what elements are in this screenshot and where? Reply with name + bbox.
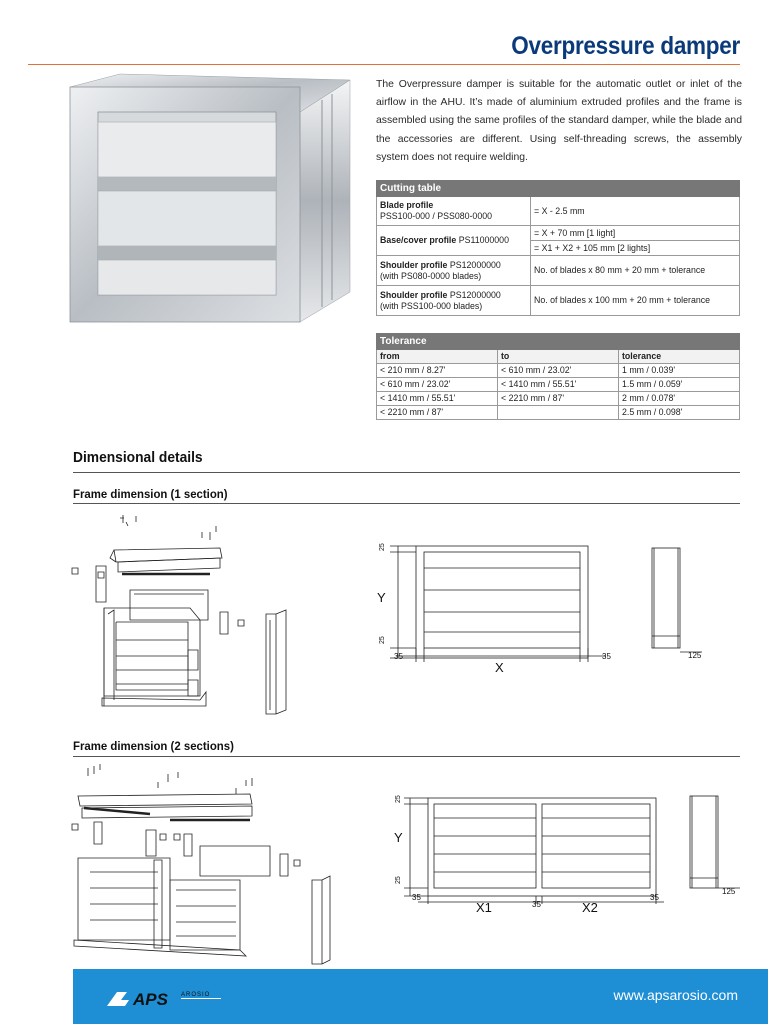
frame1-heading: Frame dimension (1 section)	[73, 487, 228, 501]
exploded-view-2-sections	[70, 760, 340, 965]
dim-left-label: 35	[394, 652, 403, 661]
dim-y-label: Y	[377, 590, 386, 605]
table-row	[377, 197, 740, 226]
table-row	[377, 406, 740, 420]
row-name: Blade profile	[380, 200, 434, 210]
damper-product-image	[60, 72, 360, 327]
table-cell: < 1410 mm / 55.51'	[377, 392, 498, 406]
cutting-table	[376, 180, 740, 316]
exploded-view-1-section	[70, 510, 310, 720]
frame2-heading: Frame dimension (2 sections)	[73, 739, 234, 753]
dim-right-label: 35	[650, 893, 659, 902]
side-view-1-section	[640, 540, 720, 665]
dim-y-label: Y	[394, 830, 403, 845]
page-title: Overpressure damper	[511, 32, 740, 60]
table-cell: < 610 mm / 23.02'	[377, 378, 498, 392]
dim-left-label: 35	[412, 893, 421, 902]
aps-arosio-logo	[103, 986, 233, 1010]
table-cell	[498, 406, 619, 420]
table-cell: 1.5 mm / 0.059'	[619, 378, 740, 392]
row-code: PS11000000	[458, 235, 509, 245]
dim-right-label: 35	[602, 652, 611, 661]
row-code: PSS100-000 / PSS080-0000	[380, 211, 492, 221]
tolerance-table-header: Tolerance	[377, 334, 740, 350]
column-header: from	[377, 350, 498, 364]
row-value: = X1 + X2 + 105 mm [2 lights]	[531, 241, 740, 256]
row-value: = X - 2.5 mm	[531, 197, 740, 226]
dim-bottom-label: 25	[379, 636, 386, 644]
row-name: Shoulder profile	[380, 259, 448, 270]
column-header: tolerance	[619, 350, 740, 364]
table-cell: < 210 mm / 8.27'	[377, 364, 498, 378]
table-row	[377, 256, 740, 286]
row-name: Shoulder profile	[380, 289, 448, 300]
dim-x-label: X	[495, 660, 504, 675]
table-row	[377, 226, 740, 241]
title-divider	[28, 64, 740, 65]
table-cell: < 610 mm / 23.02'	[498, 364, 619, 378]
row-note: (with PS080-0000 blades)	[380, 270, 482, 281]
row-code: PS12000000	[449, 259, 501, 270]
subsection-divider	[73, 756, 740, 757]
table-row	[377, 364, 740, 378]
section-divider	[73, 472, 740, 473]
table-row	[377, 286, 740, 316]
dim-x1-label: X1	[476, 900, 492, 915]
table-cell: < 2210 mm / 87'	[498, 392, 619, 406]
row-value: No. of blades x 100 mm + 20 mm + tolerance	[531, 286, 740, 316]
dim-bottom-label: 25	[395, 876, 402, 884]
dim-depth-label: 125	[688, 651, 702, 660]
dim-x2-label: X2	[582, 900, 598, 915]
intro-paragraph: The Overpressure damper is suitable for the automatic outlet or inlet of the airflow in the AHU. It’s made of aluminium extruded profiles and the frame is assembled using the same profiles of the standard damper, while the blade and the accessories are different. Using self-threading screws, the assembly system does not require welding.	[376, 79, 742, 163]
logo-brand-sub: AROSIO	[181, 992, 211, 998]
row-value: = X + 70 mm [1 light]	[531, 226, 740, 241]
table-cell: 1 mm / 0.039'	[619, 364, 740, 378]
row-value: No. of blades x 80 mm + 20 mm + tolerance	[531, 256, 740, 286]
table-row	[377, 392, 740, 406]
subsection-divider	[73, 503, 740, 504]
tolerance-table	[376, 333, 740, 420]
table-cell: < 2210 mm / 87'	[377, 406, 498, 420]
dim-top-label: 25	[379, 543, 386, 551]
table-row	[377, 378, 740, 392]
table-cell: 2 mm / 0.078'	[619, 392, 740, 406]
row-note: (with PSS100-000 blades)	[380, 300, 483, 311]
column-header: to	[498, 350, 619, 364]
side-view-2-sections	[680, 788, 760, 903]
dim-middle-label: 35	[532, 900, 541, 909]
table-cell: < 1410 mm / 55.51'	[498, 378, 619, 392]
table-cell: 2.5 mm / 0.098'	[619, 406, 740, 420]
front-view-1-section	[376, 536, 616, 676]
website-link[interactable]: www.apsarosio.com	[613, 987, 738, 1003]
dim-top-label: 25	[395, 795, 402, 803]
row-code: PS12000000	[449, 289, 501, 300]
logo-brand: APS	[133, 990, 168, 1009]
cutting-table-header: Cutting table	[377, 181, 740, 197]
dimensional-details-heading: Dimensional details	[73, 449, 203, 466]
front-view-2-sections	[388, 788, 668, 918]
dim-depth-label: 125	[722, 887, 736, 896]
row-name: Base/cover profile	[380, 235, 457, 245]
footer-bar	[73, 969, 768, 1024]
